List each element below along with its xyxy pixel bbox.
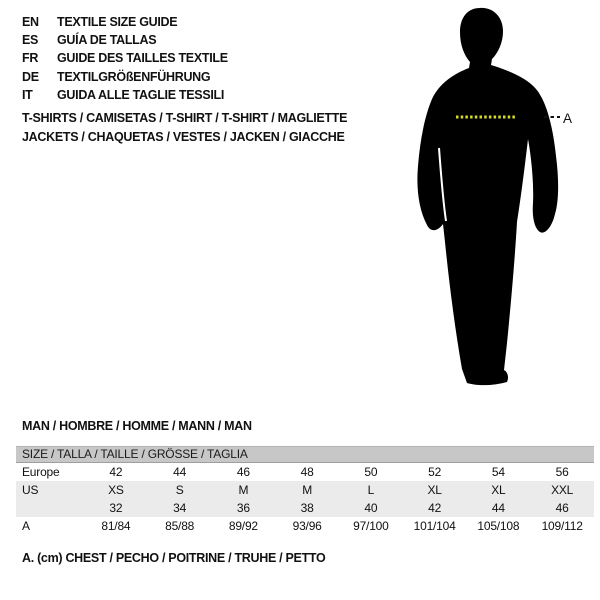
size-cell: 54 <box>491 465 505 479</box>
measurement-footnote: A. (cm) CHEST / PECHO / POITRINE / TRUHE / PETTO <box>22 551 326 565</box>
size-cell: M <box>302 483 313 497</box>
size-table <box>16 446 594 535</box>
size-cell: 46 <box>555 501 569 515</box>
man-silhouette-svg <box>405 5 595 395</box>
size-cell: 50 <box>364 465 378 479</box>
language-code: IT <box>22 87 33 102</box>
size-cell: 48 <box>300 465 314 479</box>
size-cell: 42 <box>428 501 442 515</box>
language-title: GUIDE DES TAILLES TEXTILE <box>57 51 228 66</box>
language-code: DE <box>22 69 39 84</box>
size-cell: 93/96 <box>292 519 322 533</box>
language-row <box>22 31 228 49</box>
language-title: TEXTILE SIZE GUIDE <box>57 15 178 29</box>
row-label <box>16 499 84 517</box>
language-list <box>22 13 228 104</box>
size-cell: 101/104 <box>413 519 456 533</box>
size-cell: 32 <box>109 501 123 515</box>
size-cell: 56 <box>555 465 569 479</box>
measure-label: A <box>563 111 573 126</box>
size-cell: 85/88 <box>165 519 195 533</box>
size-cell: 89/92 <box>228 519 258 533</box>
size-cell: 34 <box>173 501 187 515</box>
language-title: GUÍA DE TALLAS <box>57 33 157 48</box>
size-cell: XS <box>108 483 124 497</box>
size-cell: 46 <box>236 465 250 479</box>
table-row <box>16 463 594 481</box>
table-header: SIZE / TALLA / TAILLE / GRÖSSE / TAGLIA <box>16 446 594 463</box>
size-cell: XL <box>427 483 442 497</box>
language-title: TEXTILGRÖßENFÜHRUNG <box>57 69 211 84</box>
row-label: Europe <box>22 465 60 479</box>
size-cell: S <box>175 483 184 497</box>
language-code: EN <box>22 15 39 29</box>
language-row <box>22 49 228 67</box>
category-tshirts: T-SHIRTS / CAMISETAS / T-SHIRT / T-SHIRT / MAGLIETTE <box>22 111 348 125</box>
size-cell: 40 <box>364 501 378 515</box>
language-code: FR <box>22 51 39 66</box>
size-cell: 38 <box>300 501 314 515</box>
size-cell: 44 <box>173 465 187 479</box>
size-cell: 52 <box>428 465 442 479</box>
size-cell: M <box>238 483 249 497</box>
language-row <box>22 13 228 31</box>
language-code: ES <box>22 33 39 48</box>
size-cell: L <box>367 483 375 497</box>
language-row <box>22 68 228 86</box>
size-cell: 44 <box>491 501 505 515</box>
table-row <box>16 481 594 499</box>
table-row <box>16 517 594 535</box>
man-silhouette-figure <box>405 5 595 395</box>
language-title: GUIDA ALLE TAGLIE TESSILI <box>57 87 225 102</box>
table-body <box>16 463 594 535</box>
category-lines <box>22 109 347 146</box>
category-jackets: JACKETS / CHAQUETAS / VESTES / JACKEN / GIACCHE <box>22 129 345 144</box>
row-label: A <box>22 519 30 533</box>
size-cell: 109/112 <box>541 519 583 533</box>
size-cell: 36 <box>236 501 250 515</box>
size-cell: 42 <box>109 465 123 479</box>
size-cell: 97/100 <box>353 519 389 533</box>
gender-label: MAN / HOMBRE / HOMME / MANN / MAN <box>22 419 252 433</box>
language-row <box>22 86 228 104</box>
silhouette-body <box>417 8 558 385</box>
size-cell: XL <box>491 483 506 497</box>
table-row <box>16 499 594 517</box>
size-cell: XXL <box>551 483 574 497</box>
size-cell: 105/108 <box>477 519 520 533</box>
size-cell: 81/84 <box>101 519 131 533</box>
row-label: US <box>22 483 39 497</box>
